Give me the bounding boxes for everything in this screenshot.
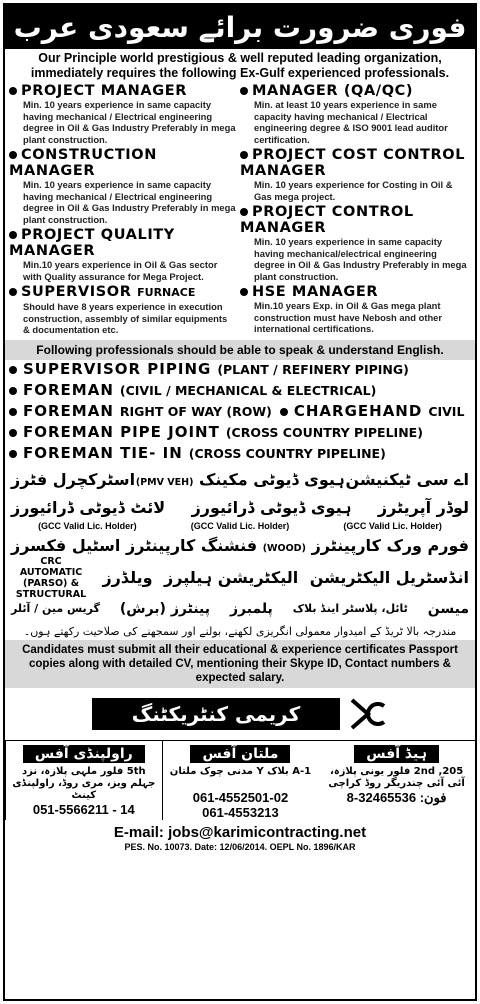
trade-line (5, 402, 475, 423)
trade-urdu (126, 536, 306, 555)
trade-title: CHARGEHAND (293, 401, 423, 420)
trade-detail: (CIVIL / MECHANICAL & ELECTRICAL) (119, 382, 377, 398)
bullet-icon (9, 151, 17, 159)
company-name: کریمی کنٹریکٹنگ (92, 698, 341, 730)
trade-urdu: پلمبرز (229, 600, 273, 617)
trade-line (5, 360, 475, 381)
trade-detail: (CROSS COUNTRY PIPELINE) (225, 424, 423, 440)
office-phone: 061-4552501-02 (192, 789, 289, 805)
urdu-trades-row (5, 465, 475, 495)
trade-urdu: ٹائل، پلاسٹر اینڈ بلاک (292, 602, 408, 615)
job-description: Should have 8 years experience in execution construction, assembly of similar equipments & documentation etc. (23, 301, 228, 335)
trade-title: FOREMAN TIE- IN (23, 443, 183, 462)
job-item (240, 284, 467, 335)
trade-english: CRC AUTOMATIC (PARSO) & STRUCTURAL (15, 555, 87, 600)
intro-text: Our Principle world prestigious & well reputed leading organization, immediately requires the following Ex-Gulf experienced professionals. (30, 51, 450, 80)
trade-urdu-text: فنشنگ کارپینٹرز (126, 536, 258, 555)
office-rawalpindi (5, 741, 162, 820)
bullet-icon (240, 87, 248, 95)
bullet-icon (240, 288, 248, 296)
job-title: PROJECT CONTROL MANAGER (240, 204, 414, 236)
office-address: A-1 بلاک Y مدنی چوک ملتان (169, 765, 312, 777)
license-footer: PES. No. 10073. Date: 12/06/2014. OEPL No. 1896/KAR (124, 841, 356, 852)
bullet-icon (9, 87, 17, 95)
trade-urdu: اسٹیل فکسرز (11, 536, 121, 555)
company-logo-icon (348, 696, 388, 732)
trade-detail: (CROSS COUNTRY PIPELINE) (188, 445, 386, 461)
job-title-suffix: FURNACE (137, 286, 196, 299)
office-title: ملتان آفس (190, 745, 290, 763)
job-item (9, 83, 236, 145)
job-item (240, 147, 467, 202)
license-row (5, 521, 475, 531)
bullet-icon (9, 231, 17, 239)
trade-detail: RIGHT OF WAY (ROW) (119, 403, 272, 419)
trade-urdu: ویلڈرز (102, 568, 153, 587)
trade-urdu: لائٹ ڈیوٹی ڈرائیورز (11, 498, 166, 517)
job-description: Min.10 years Exp. in Oil & Gas mega plant construction must have Nebosh and other international certifications. (254, 300, 443, 334)
submission-notice: Candidates must submit all their educational & experience certificates Passport copies along with detailed CV, mentioning their Skype ID, Contact numbers & expected salary. (5, 640, 475, 688)
bullet-icon (9, 429, 17, 437)
page-title: فوری ضرورت برائے سعودی عرب (13, 10, 467, 44)
trade-urdu: انڈسٹریل الیکٹریشن (309, 568, 469, 587)
job-description: Min. 10 years experience in same capacity having mechanical / Electrical engineering degree in Oil & Gas Industry Preferably in mega plant construction. (23, 99, 236, 145)
header-banner (5, 5, 475, 49)
trade-urdu: الیکٹریشن ہیلپرز (164, 568, 299, 587)
job-item (240, 83, 467, 145)
job-item (9, 284, 236, 336)
trade-title: FOREMAN (23, 401, 114, 420)
bullet-icon (9, 408, 17, 416)
job-title: HSE MANAGER (252, 284, 379, 300)
bullet-icon (280, 408, 288, 416)
trade-detail: CIVIL (428, 403, 465, 419)
trade-urdu: لوڈر آپریٹرز (377, 498, 469, 517)
bullet-icon (9, 366, 17, 374)
job-title: PROJECT QUALITY MANAGER (9, 227, 175, 259)
trade-urdu (136, 470, 345, 489)
trade-urdu: پینٹرز (برش) (119, 600, 210, 617)
job-item (9, 227, 236, 282)
job-description: Min.10 years experience in Oil & Gas sector with Quality assurance for Mega Project. (23, 259, 218, 282)
job-columns (5, 81, 475, 336)
trade-urdu: اسٹرکچرل فٹرز (11, 470, 136, 489)
bullet-icon (9, 450, 17, 458)
office-address: 5th فلور ملہی پلازہ، نزد جہلم ویز، مری روڈ، راولپنڈی کینٹ (12, 765, 156, 801)
office-phone: فون: 32465536-8 (346, 789, 447, 805)
job-title: MANAGER (QA/QC) (252, 83, 414, 99)
trade-tag: (WOOD) (262, 543, 306, 554)
office-title: ہیڈ آفس (354, 745, 439, 763)
company-logo-row (5, 692, 475, 736)
trade-line (5, 444, 475, 465)
job-description: Min. 10 years experience in same capacity having mechanical/electrical engineering degree in Oil & Gas Industry Preferably in mega plant construction. (254, 236, 467, 282)
office-head (318, 741, 475, 820)
trade-urdu: میسن (427, 600, 469, 617)
trade-title: SUPERVISOR PIPING (23, 359, 212, 378)
office-multan (162, 741, 319, 820)
trade-urdu-text: ہیوی ڈیوٹی مکینک (199, 470, 345, 489)
license-note: (GCC Valid Lic. Holder) (343, 520, 442, 531)
office-phone: 051-5566211 - 14 (32, 801, 135, 817)
bullet-icon (240, 151, 248, 159)
trade-title: FOREMAN PIPE JOINT (23, 422, 220, 441)
urdu-english-requirement: مندرجہ بالا ٹریڈ کے امیدوار معمولی انگریزی لکھنے، بولنے اور سمجھنے کی صلاحیت رکھتے ہوں۔ (23, 624, 457, 638)
right-column (240, 81, 471, 336)
job-description: Min. at least 10 years experience in same capacity having mechanical / Electrical engineering degree & ISO 9001 lead auditor certification. (254, 99, 448, 145)
trade-urdu: گریس مین / آئلر (11, 602, 100, 615)
trade-urdu: فورم ورک کارپینٹرز (311, 536, 469, 555)
office-phone-2: 061-4553213 (202, 804, 279, 820)
license-note: (GCC Valid Lic. Holder) (190, 520, 290, 531)
trade-line (5, 423, 475, 444)
left-column (9, 81, 240, 336)
job-title: CONSTRUCTION MANAGER (9, 147, 157, 179)
job-description: Min. 10 years experience for Costing in Oil & Gas mega project. (254, 179, 453, 202)
license-note: (GCC Valid Lic. Holder) (38, 520, 137, 531)
job-title: PROJECT COST CONTROL MANAGER (240, 147, 466, 179)
advertisement (3, 3, 477, 1001)
trade-urdu: ہیوی ڈیوٹی ڈرائیورز (191, 498, 352, 517)
trade-line (5, 381, 475, 402)
job-item (240, 204, 467, 282)
urdu-trades-row (5, 555, 475, 600)
trade-detail: (PLANT / REFINERY PIPING) (217, 361, 409, 377)
bullet-icon (9, 387, 17, 395)
urdu-trades-row (5, 495, 475, 521)
job-title: SUPERVISOR (21, 284, 132, 300)
office-address: 205, 2nd فلور یونی پلازہ، آئی آئی چندریگر روڈ کراچی (328, 765, 465, 789)
job-description: Min. 10 years experience in same capacity having mechanical / Electrical engineering degree in Oil & Gas Industry Preferably in mega plant construction. (23, 179, 236, 225)
job-item (9, 147, 236, 225)
english-notice: Following professionals should be able to speak & understand English. (5, 340, 475, 360)
bullet-icon (9, 288, 17, 296)
bullet-icon (240, 208, 248, 216)
trade-title: FOREMAN (23, 380, 114, 399)
trade-urdu: اے سی ٹیکنیشن (345, 470, 469, 489)
offices-row (5, 740, 475, 820)
trade-tag: (PMV VEH) (135, 477, 194, 488)
office-title: راولپنڈی آفس (23, 745, 145, 763)
job-title: PROJECT MANAGER (21, 83, 187, 99)
contact-email: E-mail: jobs@karimicontracting.net (113, 823, 367, 841)
